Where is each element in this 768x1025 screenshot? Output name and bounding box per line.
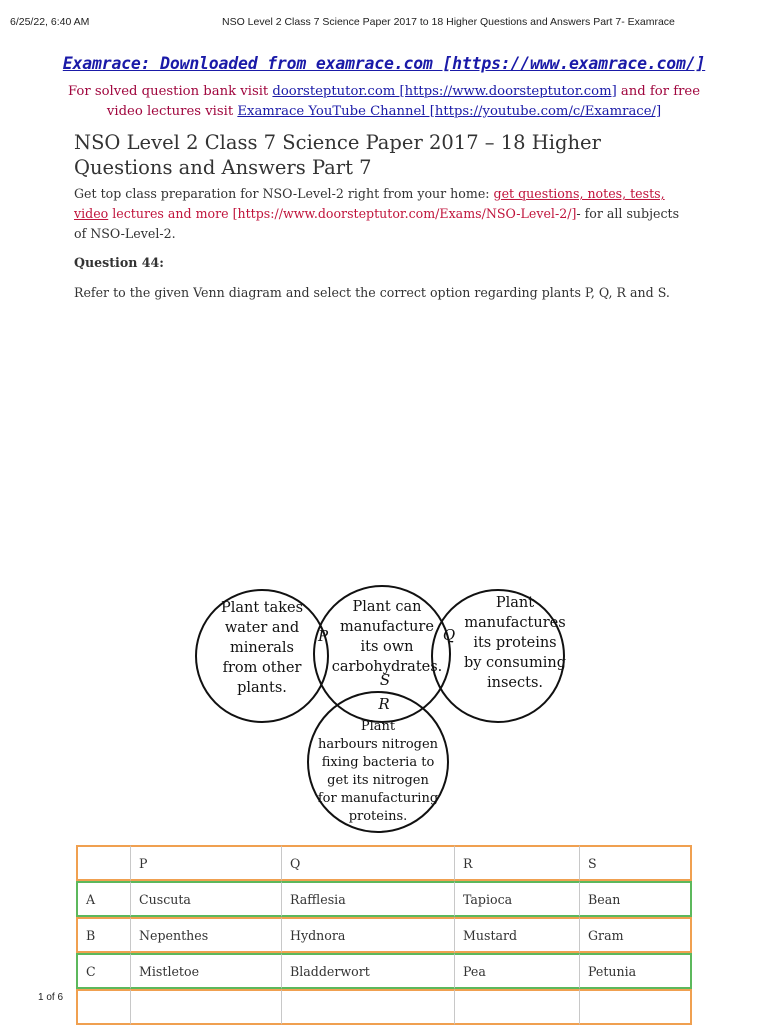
- question-text: Refer to the given Venn diagram and select the correct option regarding plants P, Q, R and S.: [74, 285, 670, 300]
- table-cell: [454, 989, 579, 1025]
- table-header-cell: P: [130, 845, 281, 881]
- venn-label-p: P: [317, 627, 329, 645]
- page-title: NSO Level 2 Class 7 Science Paper 2017 – 18 Higher Questions and Answers Part 7: [74, 131, 601, 179]
- intro-prefix: Get top class preparation for NSO-Level-2 right from your home:: [74, 186, 494, 201]
- venn-text-left-5: plants.: [237, 680, 287, 696]
- table-cell: Pea: [454, 953, 579, 989]
- venn-text-right-5: insects.: [487, 675, 543, 691]
- preparation-link[interactable]: get questions, notes, tests, video: [74, 186, 665, 221]
- question-label: Question 44:: [74, 255, 164, 270]
- table-cell: [130, 989, 281, 1025]
- venn-text-bottom-5: for manufacturing: [317, 791, 439, 806]
- venn-text-bottom-4: get its nitrogen: [327, 773, 429, 788]
- table-cell: Mustard: [454, 917, 579, 953]
- venn-text-middle-1: Plant can: [352, 599, 422, 615]
- promo-text: [60, 82, 708, 122]
- venn-text-bottom-2: harbours nitrogen: [317, 737, 439, 752]
- venn-label-r: R: [378, 695, 390, 713]
- venn-text-left-2: water and: [224, 620, 300, 636]
- preparation-link-continued[interactable]: lectures and more [https://www.doorsteptutor.com/Exams/NSO-Level-2/]: [108, 206, 577, 221]
- venn-text-left-3: minerals: [230, 640, 294, 656]
- venn-text-bottom-1: Plant: [360, 719, 396, 734]
- table-header-row: [76, 845, 692, 881]
- table-cell: Bladderwort: [281, 953, 454, 989]
- venn-text-middle-3: its own: [360, 639, 414, 655]
- venn-text-right-2: manufactures: [464, 615, 566, 631]
- table-header-cell: R: [454, 845, 579, 881]
- venn-text-left-4: from other: [222, 660, 302, 676]
- venn-text-right-1: Plant: [495, 595, 535, 611]
- doorsteptutor-link[interactable]: doorsteptutor.com [https://www.doorsteptutor.com]: [272, 84, 617, 99]
- table-cell: Cuscuta: [130, 881, 281, 917]
- table-cell: Tapioca: [454, 881, 579, 917]
- youtube-channel-link[interactable]: Examrace YouTube Channel [https://youtube.com/c/Examrace/]: [237, 104, 662, 119]
- table-cell: Rafflesia: [281, 881, 454, 917]
- table-cell: [76, 989, 130, 1025]
- table-header-cell: Q: [281, 845, 454, 881]
- venn-circle-left-text: [221, 600, 303, 696]
- table-cell: Nepenthes: [130, 917, 281, 953]
- venn-text-middle-2: manufacture: [340, 619, 434, 635]
- venn-text-bottom-3: fixing bacteria to: [321, 755, 435, 770]
- venn-circle-right-text: [464, 595, 566, 691]
- venn-text-right-3: its proteins: [473, 635, 557, 651]
- table-cell: B: [76, 917, 130, 953]
- venn-text-right-4: by consuming: [463, 655, 567, 671]
- table-cell: Bean: [579, 881, 692, 917]
- intro-suffix: - for all subjects of NSO-Level-2.: [74, 206, 680, 241]
- table-row: [76, 989, 692, 1025]
- print-header: [0, 12, 768, 28]
- venn-text-left-1: Plant takes: [220, 600, 304, 616]
- venn-circle-middle-text: [332, 599, 443, 675]
- table-cell: Petunia: [579, 953, 692, 989]
- table-cell: [281, 989, 454, 1025]
- venn-diagram: [192, 578, 572, 840]
- venn-text-bottom-6: proteins.: [348, 809, 408, 824]
- venn-circle-bottom-text: [318, 719, 439, 824]
- table-cell: Mistletoe: [130, 953, 281, 989]
- venn-label-s: S: [379, 671, 391, 689]
- print-date: 6/25/22, 6:40 AM: [10, 16, 90, 28]
- promo-middle: and for free video lectures visit: [106, 84, 701, 119]
- venn-text-middle-4: carbohydrates.: [331, 659, 443, 675]
- print-page-title: NSO Level 2 Class 7 Science Paper 2017 to 18 Higher Questions and Answers Part 7- Examrace: [222, 16, 675, 28]
- table-row: [76, 917, 692, 953]
- options-table: [76, 845, 692, 1025]
- table-cell: [579, 989, 692, 1025]
- table-cell: Gram: [579, 917, 692, 953]
- table-cell: C: [76, 953, 130, 989]
- intro-paragraph: [74, 184, 694, 244]
- venn-label-q: Q: [442, 626, 456, 644]
- table-cell: A: [76, 881, 130, 917]
- examrace-banner-link[interactable]: Examrace: Downloaded from examrace.com [https://www.examrace.com/]: [62, 54, 706, 73]
- table-header-cell: S: [579, 845, 692, 881]
- promo-prefix: For solved question bank visit: [67, 84, 273, 99]
- table-cell: Hydnora: [281, 917, 454, 953]
- table-row: [76, 953, 692, 989]
- table-row: [76, 881, 692, 917]
- table-header-cell: [76, 845, 130, 881]
- page-number: 1 of 6: [38, 992, 64, 1003]
